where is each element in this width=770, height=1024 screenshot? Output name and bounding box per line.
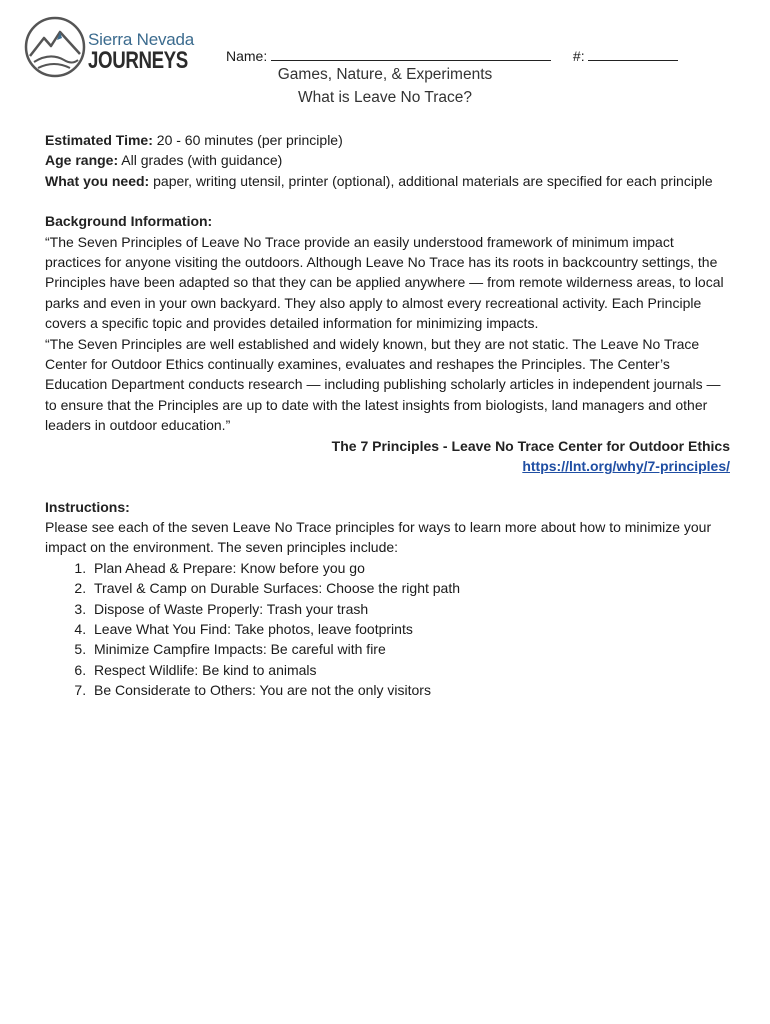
- estimated-time-label: Estimated Time:: [45, 132, 153, 148]
- estimated-time-value: 20 - 60 minutes (per principle): [152, 132, 343, 148]
- logo-text-sierra-nevada: Sierra Nevada: [88, 30, 195, 49]
- name-field-line[interactable]: [271, 46, 551, 61]
- background-paragraph-2: “The Seven Principles are well established and widely known, but they are not static. The Leave No Trace Center for Outdoor Ethics continually examines, evaluates and reshapes the Principles. The Center’s Education Department conducts research — including publishing scholarly articles in independent journals — to ensure that the Principles are up to date with the latest insights from biologists, land managers and other leaders in outdoor education.”: [45, 335, 721, 434]
- source-attribution: The 7 Principles - Leave No Trace Center for Outdoor Ethics: [331, 437, 730, 454]
- materials-value: paper, writing utensil, printer (optional), additional materials are specified for each principle: [149, 172, 713, 189]
- background-heading: Background Information:: [45, 213, 213, 230]
- estimated-time-line: [45, 130, 730, 150]
- list-item: 4. Leave What You Find: Take photos, leave footprints: [90, 619, 730, 639]
- instructions-heading: Instructions:: [45, 498, 130, 515]
- number-label: #:: [572, 48, 585, 64]
- number-field-line[interactable]: [588, 46, 678, 61]
- logo-text-journeys: JOURNEYS: [88, 47, 188, 74]
- materials-line: [45, 171, 730, 191]
- materials-label: What you need:: [45, 172, 150, 189]
- age-range-label: Age range:: [45, 152, 119, 169]
- background-paragraph-1: “The Seven Principles of Leave No Trace provide an easily understood framework of minimum impact practices for anyone visiting the outdoors. Although Leave No Trace has its roots in backcountry settings, the Principles have been adapted so that they can be applied anywhere — from remote wilderness areas, to local parks and even in your own backyard. They also apply to almost every recreational activity. Each Principle covers a specific topic and provides detailed information for minimizing impacts.: [45, 233, 724, 332]
- name-number-row: [226, 46, 678, 64]
- age-range-value: All grades (with guidance): [118, 152, 283, 169]
- list-item: 7. Be Considerate to Others: You are not the only visitors: [90, 680, 730, 700]
- principles-list: [45, 558, 730, 701]
- document-body: [45, 130, 730, 701]
- list-item: 5. Minimize Campfire Impacts: Be careful with fire: [90, 639, 730, 659]
- list-item: 1. Plan Ahead & Prepare: Know before you go: [90, 558, 730, 578]
- source-link[interactable]: https://lnt.org/why/7-principles/: [522, 458, 730, 475]
- page-subtitle: What is Leave No Trace?: [297, 89, 473, 106]
- list-item: 6. Respect Wildlife: Be kind to animals: [90, 660, 730, 680]
- page-title: Games, Nature, & Experiments: [277, 66, 493, 83]
- age-range-line: [45, 150, 730, 170]
- list-item: 3. Dispose of Waste Properly: Trash your trash: [90, 599, 730, 619]
- instructions-intro: Please see each of the seven Leave No Trace principles for ways to learn more about how to minimize your impact on the environment. The seven principles include:: [45, 518, 712, 556]
- name-label: Name:: [226, 48, 268, 64]
- list-item: 2. Travel & Camp on Durable Surfaces: Choose the right path: [90, 578, 730, 598]
